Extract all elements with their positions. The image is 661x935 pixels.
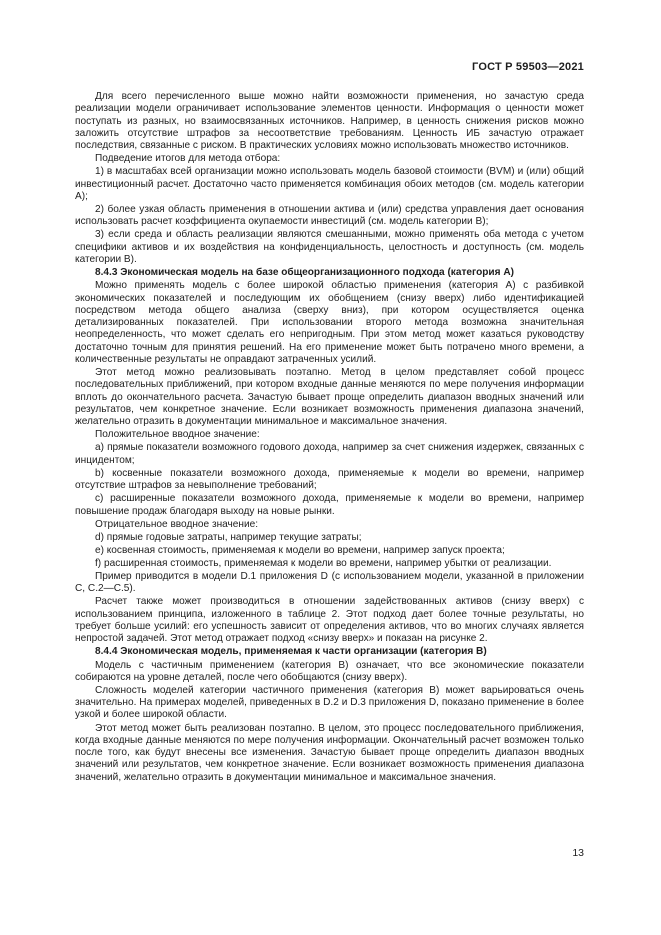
paragraph-stepwise-method: Этот метод можно реализовывать поэтапно. Метод в целом представляет собой процесс последовательных приближений, при котором входные данные меняются по мере получения информации вплоть до окончательного расчета. Зачастую бывает проще определить диапазон вводных значений или результатов, чем конкретное значение. Если возникает возможность применения диапазона значений, желательно отразить в документации минимальное и максимальное значения. xyxy=(75,367,584,428)
section-heading-8-4-3: 8.4.3 Экономическая модель на базе общеорганизационного подхода (категория А) xyxy=(95,267,514,279)
paragraph-category-b-complexity: Сложность моделей категории частичного применения (категория В) может варьироваться очень значительно. На примерах моделей, приведенных в D.2 и D.3 приложения D, показано применение в более узкой и более широкой области. xyxy=(75,684,584,721)
list-item-1: 1) в масштабах всей организации можно использовать модель базовой стоимости (BVM) и (или) общий инвестиционный расчет. Достаточно часто применяется комбинация обоих методов (см. модель категории А); xyxy=(75,166,584,202)
list-item-3: 3) если среда и область реализации являются смешанными, можно применять оба метода с учетом специфики активов и их воздействия на конфиденциальность, целостность и доступность (см. модель категории В). xyxy=(75,229,584,266)
list-item-d: d) прямые годовые затраты, например текущие затраты; xyxy=(95,531,362,543)
document-body xyxy=(75,91,584,785)
paragraph-bottom-up-calculation: Расчет также может производиться в отношении задействованных активов (снизу вверх) с использованием принципа, изложенного в таблице 2. Этот подход дает более точные результаты, но требует больше усилий: его успешность зависит от определения активов, что во многих случаях является непростой задачей. Этот метод отражает подход «снизу вверх» и показан на рисунке 2. xyxy=(75,596,584,645)
document-header: ГОСТ Р 59503—2021 xyxy=(472,61,584,73)
paragraph-selection-summary-intro: Подведение итогов для метода отбора: xyxy=(95,153,281,165)
list-item-e: e) косвенная стоимость, применяемая к модели во времени, например запуск проекта; xyxy=(95,544,505,556)
paragraph-negative-input-intro: Отрицательное вводное значение: xyxy=(95,518,259,530)
list-item-f: f) расширенная стоимость, применяемая к модели во времени, например убытки от реализации. xyxy=(95,557,552,569)
section-heading-8-4-4: 8.4.4 Экономическая модель, применяемая к части организации (категория В) xyxy=(95,646,487,658)
page-number: 13 xyxy=(572,847,584,859)
paragraph-value-sources: Для всего перечисленного выше можно найти возможности применения, но зачастую среда реализации модели ограничивает использование элементов ценности. Информация о ценности может поступать из разных, но взаимосвязанных источников. Например, в ценность снижения рисков можно заложить отсутствие штрафов за несоответствие требованиям. Ценность ИБ зачастую отражает последствия, связанные с риском. В практических условиях можно использовать множество источников. xyxy=(75,91,584,152)
list-item-a: a) прямые показатели возможного годового дохода, например за счет снижения издержек, связанных с инцидентом; xyxy=(75,442,584,466)
paragraph-category-b: Модель с частичным применением (категория В) означает, что все экономические показатели собираются на уровне деталей, после чего обобщаются (снизу вверх). xyxy=(75,659,584,683)
list-item-2: 2) более узкая область применения в отношении актива и (или) средства управления дает основания использовать расчет коэффициента окупаемости инвестиций (см. модель категории В); xyxy=(75,204,584,228)
paragraph-category-a: Можно применять модель с более широкой областью применения (категория А) с разбивкой экономических показателей и последующим их обобщением (снизу вверх) либо идентификацией посредством метода общего анализа (сверху вниз), при котором осуществляется оценка детализированных показателей. При использовании второго метода возможна значительная неопределенность, что может сделать его непригодным. При этом метод может казаться руководству достаточно точным для принятия решений. На его применение может быть потрачено много времени, а количественные результаты не оправдают затраченных усилий. xyxy=(75,280,584,366)
paragraph-stepwise-method-b: Этот метод может быть реализован поэтапно. В целом, это процесс последовательного приближения, когда входные данные меняются по мере получения информации. Окончательный расчет возможен только после того, как будут внесены все изменения. Зачастую бывает проще определить диапазон вводных значений или результатов, чем конкретное значение. Если возникает возможность применения диапазона значений, желательно отразить в документации минимальное и максимальное значения. xyxy=(75,722,584,783)
paragraph-positive-input-intro: Положительное вводное значение: xyxy=(95,429,260,441)
paragraph-example-reference: Пример приводится в модели D.1 приложения D (с использованием модели, указанной в приложении С, С.2—С.5). xyxy=(75,571,584,595)
list-item-b: b) косвенные показатели возможного дохода, применяемые к модели во времени, например отсутствие штрафов за невыполнение требований; xyxy=(75,467,584,492)
list-item-c: c) расширенные показатели возможного дохода, применяемые к модели во времени, например повышение продаж благодаря выходу на новые рынки. xyxy=(75,493,584,517)
